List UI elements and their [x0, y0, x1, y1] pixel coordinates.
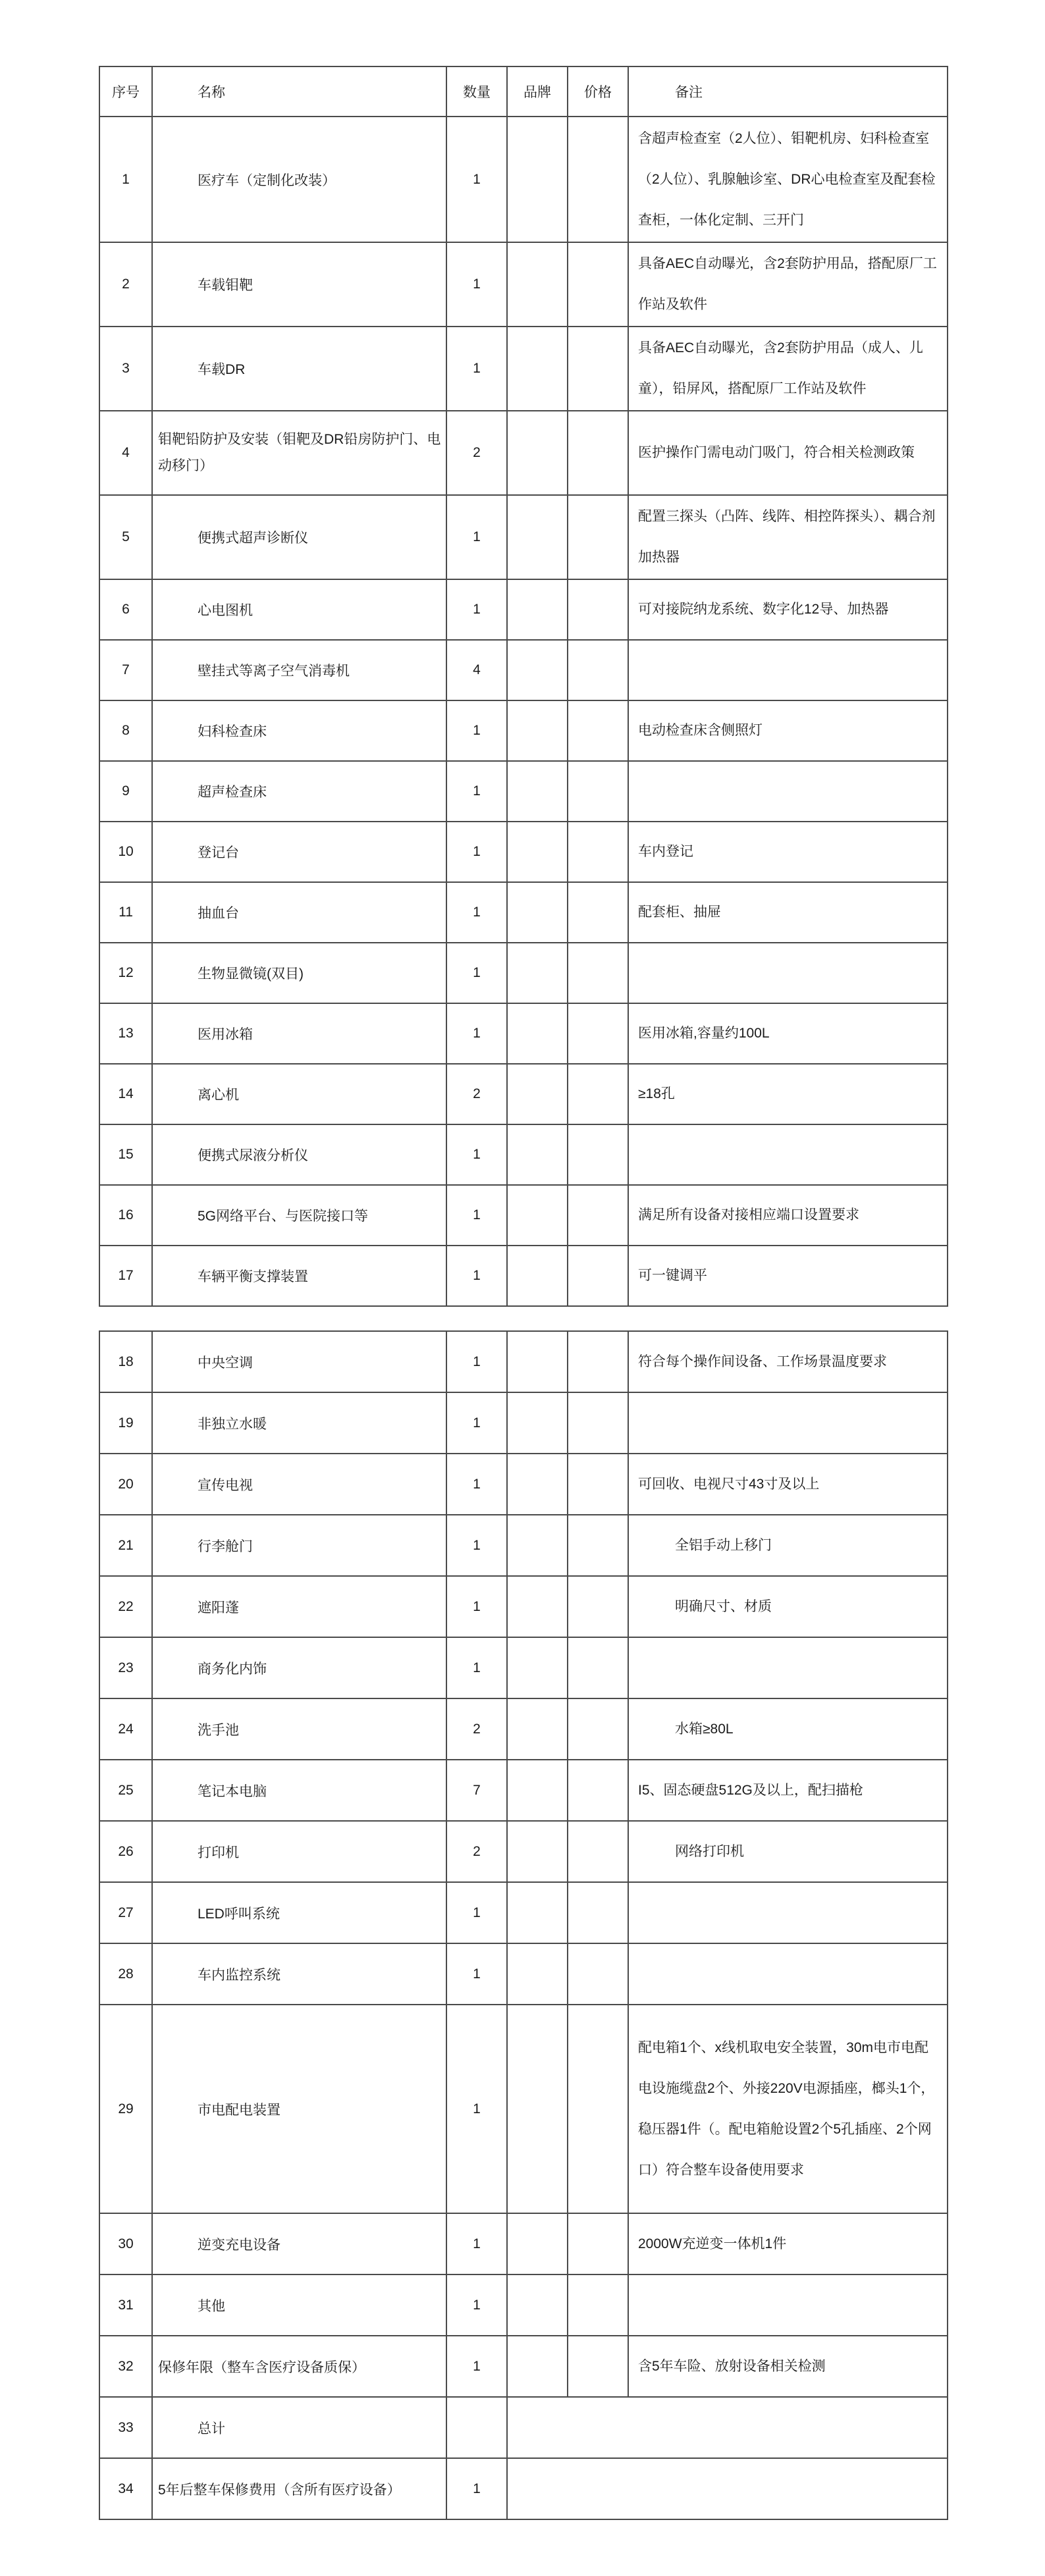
row-note: 2000W充逆变一体机1件	[628, 2213, 948, 2274]
row-note: 全铝手动上移门	[628, 1515, 948, 1576]
row-brand	[507, 1392, 568, 1454]
table-row	[99, 640, 948, 700]
table-row	[99, 1185, 948, 1246]
row-no: 5	[99, 495, 152, 579]
table-row	[99, 327, 948, 411]
table-row	[99, 1064, 948, 1124]
row-name: 中央空调	[152, 1331, 446, 1392]
row-no: 34	[99, 2458, 152, 2519]
row-qty: 1	[446, 943, 507, 1003]
table-row	[99, 1698, 948, 1760]
row-no: 6	[99, 579, 152, 640]
row-name: 壁挂式等离子空气消毒机	[152, 640, 446, 700]
row-price	[568, 1246, 628, 1306]
row-brand	[507, 1185, 568, 1246]
row-qty: 1	[446, 327, 507, 411]
header-no: 序号	[99, 66, 152, 117]
row-name: 市电配电装置	[152, 2005, 446, 2213]
row-no: 32	[99, 2336, 152, 2397]
row-qty: 1	[446, 822, 507, 882]
row-no: 17	[99, 1246, 152, 1306]
row-no: 2	[99, 242, 152, 327]
row-price	[568, 1943, 628, 2005]
row-name: 5年后整车保修费用（含所有医疗设备）	[152, 2458, 446, 2519]
table-row	[99, 2458, 948, 2519]
row-note: 含超声检查室（2人位）、钼靶机房、妇科检查室（2人位）、乳腺触诊室、DR心电检查室及配套检查柜，一体化定制、三开门	[628, 117, 948, 242]
row-brand	[507, 2336, 568, 2397]
row-qty: 4	[446, 640, 507, 700]
row-brand	[507, 1576, 568, 1637]
row-brand	[507, 943, 568, 1003]
row-note: I5、固态硬盘512G及以上，配扫描枪	[628, 1760, 948, 1821]
table-row	[99, 1003, 948, 1064]
table-row	[99, 242, 948, 327]
row-name: 妇科检查床	[152, 700, 446, 761]
row-brand	[507, 117, 568, 242]
row-qty: 1	[446, 1392, 507, 1454]
row-price	[568, 882, 628, 943]
table-row	[99, 1246, 948, 1306]
row-price	[568, 411, 628, 495]
row-no: 1	[99, 117, 152, 242]
table-row	[99, 1576, 948, 1637]
row-note: 满足所有设备对接相应端口设置要求	[628, 1185, 948, 1246]
row-price	[568, 1515, 628, 1576]
row-note: 可对接院纳龙系统、数字化12导、加热器	[628, 579, 948, 640]
row-name: 非独立水暖	[152, 1392, 446, 1454]
row-note	[628, 1124, 948, 1185]
table-row	[99, 2274, 948, 2336]
row-name: 超声检查床	[152, 761, 446, 822]
row-qty: 1	[446, 1637, 507, 1698]
row-remaining-span	[507, 2458, 948, 2519]
row-note: 医用冰箱,容量约100L	[628, 1003, 948, 1064]
row-no: 10	[99, 822, 152, 882]
row-no: 21	[99, 1515, 152, 1576]
table-row	[99, 2336, 948, 2397]
row-price	[568, 640, 628, 700]
row-no: 20	[99, 1454, 152, 1515]
row-no: 18	[99, 1331, 152, 1392]
row-price	[568, 1124, 628, 1185]
table-row	[99, 1392, 948, 1454]
row-qty: 2	[446, 1821, 507, 1882]
row-brand	[507, 2005, 568, 2213]
row-brand	[507, 1331, 568, 1392]
table-row	[99, 822, 948, 882]
row-brand	[507, 411, 568, 495]
row-no: 11	[99, 882, 152, 943]
row-name: 打印机	[152, 1821, 446, 1882]
table-row	[99, 1821, 948, 1882]
row-price	[568, 1698, 628, 1760]
row-no: 14	[99, 1064, 152, 1124]
row-brand	[507, 1821, 568, 1882]
row-name: 行李舱门	[152, 1515, 446, 1576]
row-price	[568, 1760, 628, 1821]
row-price	[568, 2213, 628, 2274]
row-name: 车内监控系统	[152, 1943, 446, 2005]
table-row	[99, 700, 948, 761]
row-qty: 1	[446, 2458, 507, 2519]
row-brand	[507, 1246, 568, 1306]
table-row	[99, 761, 948, 822]
row-price	[568, 1576, 628, 1637]
row-price	[568, 1637, 628, 1698]
table-row	[99, 411, 948, 495]
row-qty: 1	[446, 1246, 507, 1306]
table-row	[99, 1943, 948, 2005]
row-brand	[507, 882, 568, 943]
row-brand	[507, 1637, 568, 1698]
table-row	[99, 579, 948, 640]
row-price	[568, 2336, 628, 2397]
row-price	[568, 1821, 628, 1882]
row-total-span	[507, 2397, 948, 2458]
row-qty: 1	[446, 579, 507, 640]
row-qty: 1	[446, 1185, 507, 1246]
row-note: 车内登记	[628, 822, 948, 882]
row-name: 医用冰箱	[152, 1003, 446, 1064]
row-note	[628, 1943, 948, 2005]
row-qty: 1	[446, 1124, 507, 1185]
row-qty: 1	[446, 1003, 507, 1064]
table-row	[99, 882, 948, 943]
row-qty: 2	[446, 1064, 507, 1124]
row-no: 12	[99, 943, 152, 1003]
row-price	[568, 495, 628, 579]
row-price	[568, 242, 628, 327]
row-qty: 1	[446, 1943, 507, 2005]
table-row	[99, 2005, 948, 2213]
row-no: 7	[99, 640, 152, 700]
row-brand	[507, 495, 568, 579]
row-qty: 1	[446, 2274, 507, 2336]
row-price	[568, 1454, 628, 1515]
row-price	[568, 943, 628, 1003]
row-no: 33	[99, 2397, 152, 2458]
row-price	[568, 117, 628, 242]
row-name: 钼靶铅防护及安装（钼靶及DR铅房防护门、电动移门）	[152, 411, 446, 495]
row-no: 29	[99, 2005, 152, 2213]
row-no: 26	[99, 1821, 152, 1882]
row-name: 遮阳蓬	[152, 1576, 446, 1637]
row-qty: 1	[446, 2005, 507, 2213]
header-name: 名称	[152, 66, 446, 117]
row-brand	[507, 579, 568, 640]
row-name: LED呼叫系统	[152, 1882, 446, 1943]
row-name: 商务化内饰	[152, 1637, 446, 1698]
row-note: 可回收、电视尺寸43寸及以上	[628, 1454, 948, 1515]
row-name: 便携式尿液分析仪	[152, 1124, 446, 1185]
row-no: 24	[99, 1698, 152, 1760]
row-note	[628, 943, 948, 1003]
row-no: 8	[99, 700, 152, 761]
row-no: 31	[99, 2274, 152, 2336]
row-qty: 2	[446, 411, 507, 495]
header-price: 价格	[568, 66, 628, 117]
row-no: 3	[99, 327, 152, 411]
row-brand	[507, 761, 568, 822]
row-qty: 7	[446, 1760, 507, 1821]
row-brand	[507, 1515, 568, 1576]
row-note	[628, 1637, 948, 1698]
row-qty: 1	[446, 1454, 507, 1515]
row-no: 27	[99, 1882, 152, 1943]
row-price	[568, 700, 628, 761]
row-note: 明确尺寸、材质	[628, 1576, 948, 1637]
table-header-row	[99, 66, 948, 117]
row-price	[568, 822, 628, 882]
row-price	[568, 1392, 628, 1454]
row-qty: 1	[446, 495, 507, 579]
row-qty: 1	[446, 1576, 507, 1637]
row-note	[628, 761, 948, 822]
row-qty: 1	[446, 117, 507, 242]
header-brand: 品牌	[507, 66, 568, 117]
row-qty: 1	[446, 242, 507, 327]
row-name: 车载DR	[152, 327, 446, 411]
row-no: 15	[99, 1124, 152, 1185]
row-name: 其他	[152, 2274, 446, 2336]
row-price	[568, 1185, 628, 1246]
row-name: 登记台	[152, 822, 446, 882]
row-brand	[507, 1698, 568, 1760]
row-brand	[507, 1882, 568, 1943]
row-qty: 1	[446, 1515, 507, 1576]
row-no: 4	[99, 411, 152, 495]
row-name: 宣传电视	[152, 1454, 446, 1515]
row-name: 洗手池	[152, 1698, 446, 1760]
table-row	[99, 2213, 948, 2274]
equipment-table-part-2	[99, 1330, 948, 2520]
row-no: 25	[99, 1760, 152, 1821]
row-price	[568, 2274, 628, 2336]
row-brand	[507, 2213, 568, 2274]
row-note: 配置三探头（凸阵、线阵、相控阵探头）、耦合剂加热器	[628, 495, 948, 579]
table-row	[99, 1331, 948, 1392]
row-price	[568, 2005, 628, 2213]
row-name: 便携式超声诊断仪	[152, 495, 446, 579]
row-no: 30	[99, 2213, 152, 2274]
row-no: 16	[99, 1185, 152, 1246]
row-no: 23	[99, 1637, 152, 1698]
row-no: 9	[99, 761, 152, 822]
row-note: 网络打印机	[628, 1821, 948, 1882]
row-note: 水箱≥80L	[628, 1698, 948, 1760]
row-qty: 2	[446, 1698, 507, 1760]
table-row	[99, 495, 948, 579]
row-name: 生物显微镜(双目)	[152, 943, 446, 1003]
row-note	[628, 1392, 948, 1454]
row-name: 车辆平衡支撑装置	[152, 1246, 446, 1306]
row-note: 符合每个操作间设备、工作场景温度要求	[628, 1331, 948, 1392]
row-brand	[507, 700, 568, 761]
row-note: 配套柜、抽屉	[628, 882, 948, 943]
row-qty: 1	[446, 882, 507, 943]
row-name: 5G网络平台、与医院接口等	[152, 1185, 446, 1246]
row-qty: 1	[446, 1331, 507, 1392]
row-price	[568, 1064, 628, 1124]
row-name: 笔记本电脑	[152, 1760, 446, 1821]
row-no: 13	[99, 1003, 152, 1064]
row-note: ≥18孔	[628, 1064, 948, 1124]
row-price	[568, 1331, 628, 1392]
row-price	[568, 327, 628, 411]
row-qty: 1	[446, 2336, 507, 2397]
row-qty: 1	[446, 761, 507, 822]
header-qty: 数量	[446, 66, 507, 117]
table-row	[99, 1124, 948, 1185]
row-note	[628, 2274, 948, 2336]
row-name: 车载钼靶	[152, 242, 446, 327]
row-qty: 1	[446, 700, 507, 761]
row-qty: 1	[446, 2213, 507, 2274]
row-price	[568, 1003, 628, 1064]
row-brand	[507, 242, 568, 327]
header-note: 备注	[628, 66, 948, 117]
table-row	[99, 1760, 948, 1821]
row-name: 保修年限（整车含医疗设备质保）	[152, 2336, 446, 2397]
row-brand	[507, 1064, 568, 1124]
row-note: 具备AEC自动曝光，含2套防护用品（成人、儿童），铅屏风，搭配原厂工作站及软件	[628, 327, 948, 411]
row-name: 心电图机	[152, 579, 446, 640]
row-brand	[507, 1124, 568, 1185]
table-row	[99, 2397, 948, 2458]
table-row	[99, 1882, 948, 1943]
equipment-table-part-1	[99, 66, 948, 1307]
row-price	[568, 761, 628, 822]
row-note: 具备AEC自动曝光，含2套防护用品，搭配原厂工作站及软件	[628, 242, 948, 327]
row-brand	[507, 327, 568, 411]
row-brand	[507, 1943, 568, 2005]
row-price	[568, 579, 628, 640]
row-brand	[507, 2274, 568, 2336]
row-brand	[507, 1760, 568, 1821]
row-name: 逆变充电设备	[152, 2213, 446, 2274]
row-note: 可一键调平	[628, 1246, 948, 1306]
row-name: 离心机	[152, 1064, 446, 1124]
row-qty	[446, 2397, 507, 2458]
row-brand	[507, 1454, 568, 1515]
table-row	[99, 943, 948, 1003]
row-no: 22	[99, 1576, 152, 1637]
row-note: 含5年车险、放射设备相关检测	[628, 2336, 948, 2397]
row-name: 医疗车（定制化改装）	[152, 117, 446, 242]
row-price	[568, 1882, 628, 1943]
row-no: 28	[99, 1943, 152, 2005]
table-row	[99, 1454, 948, 1515]
row-brand	[507, 1003, 568, 1064]
row-note: 电动检查床含侧照灯	[628, 700, 948, 761]
row-note	[628, 1882, 948, 1943]
row-name: 抽血台	[152, 882, 446, 943]
table-row	[99, 117, 948, 242]
row-note: 配电箱1个、x线机取电安全装置，30m电市电配电设施缆盘2个、外接220V电源插座，榔头1个，稳压器1件（。配电箱舱设置2个5孔插座、2个网口）符合整车设备使用要求	[628, 2005, 948, 2213]
row-brand	[507, 822, 568, 882]
row-brand	[507, 640, 568, 700]
row-qty: 1	[446, 1882, 507, 1943]
table-row	[99, 1515, 948, 1576]
row-no: 19	[99, 1392, 152, 1454]
row-name: 总计	[152, 2397, 446, 2458]
table-row	[99, 1637, 948, 1698]
row-note: 医护操作门需电动门吸门，符合相关检测政策	[628, 411, 948, 495]
row-note	[628, 640, 948, 700]
